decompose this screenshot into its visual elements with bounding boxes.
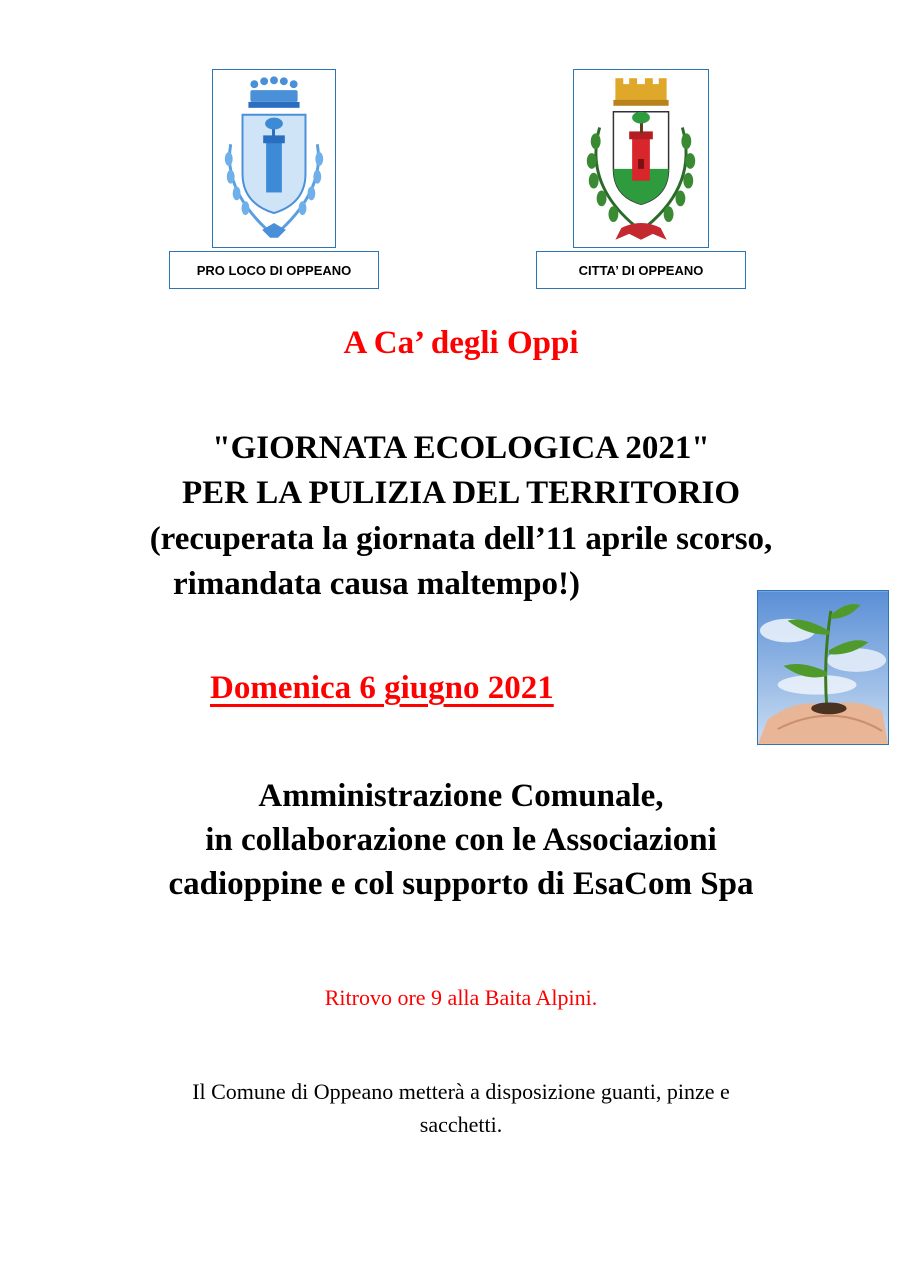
event-date: Domenica 6 giugno 2021 bbox=[210, 670, 554, 706]
location-heading: A Ca’ degli Oppi bbox=[343, 325, 579, 361]
event-note-line1: (recuperata la giornata dell’11 aprile scorso, bbox=[149, 521, 773, 557]
organizers-line3: cadioppine e col supporto di EsaCom Spa bbox=[168, 866, 754, 902]
event-title-line2: PER LA PULIZIA DEL TERRITORIO bbox=[181, 475, 741, 511]
event-title-line1: "GIORNATA ECOLOGICA 2021" bbox=[212, 430, 710, 466]
organizers-line1: Amministrazione Comunale, bbox=[258, 778, 664, 814]
pro-loco-label: PRO LOCO DI OPPEANO bbox=[169, 251, 379, 289]
pro-loco-crest-image bbox=[212, 69, 336, 248]
meeting-point-text: Ritrovo ore 9 alla Baita Alpini. bbox=[324, 985, 598, 1010]
citta-oppeano-crest-image bbox=[573, 69, 709, 248]
citta-oppeano-label: CITTA’ DI OPPEANO bbox=[536, 251, 746, 289]
event-note-line2: rimandata causa maltempo!) bbox=[173, 566, 580, 602]
supplies-line1: Il Comune di Oppeano metterà a disposizione guanti, pinze e bbox=[192, 1079, 730, 1104]
supplies-line2: sacchetti. bbox=[419, 1112, 503, 1137]
seedling-in-hands-photo bbox=[757, 590, 889, 745]
organizers-line2: in collaborazione con le Associazioni bbox=[205, 822, 717, 858]
